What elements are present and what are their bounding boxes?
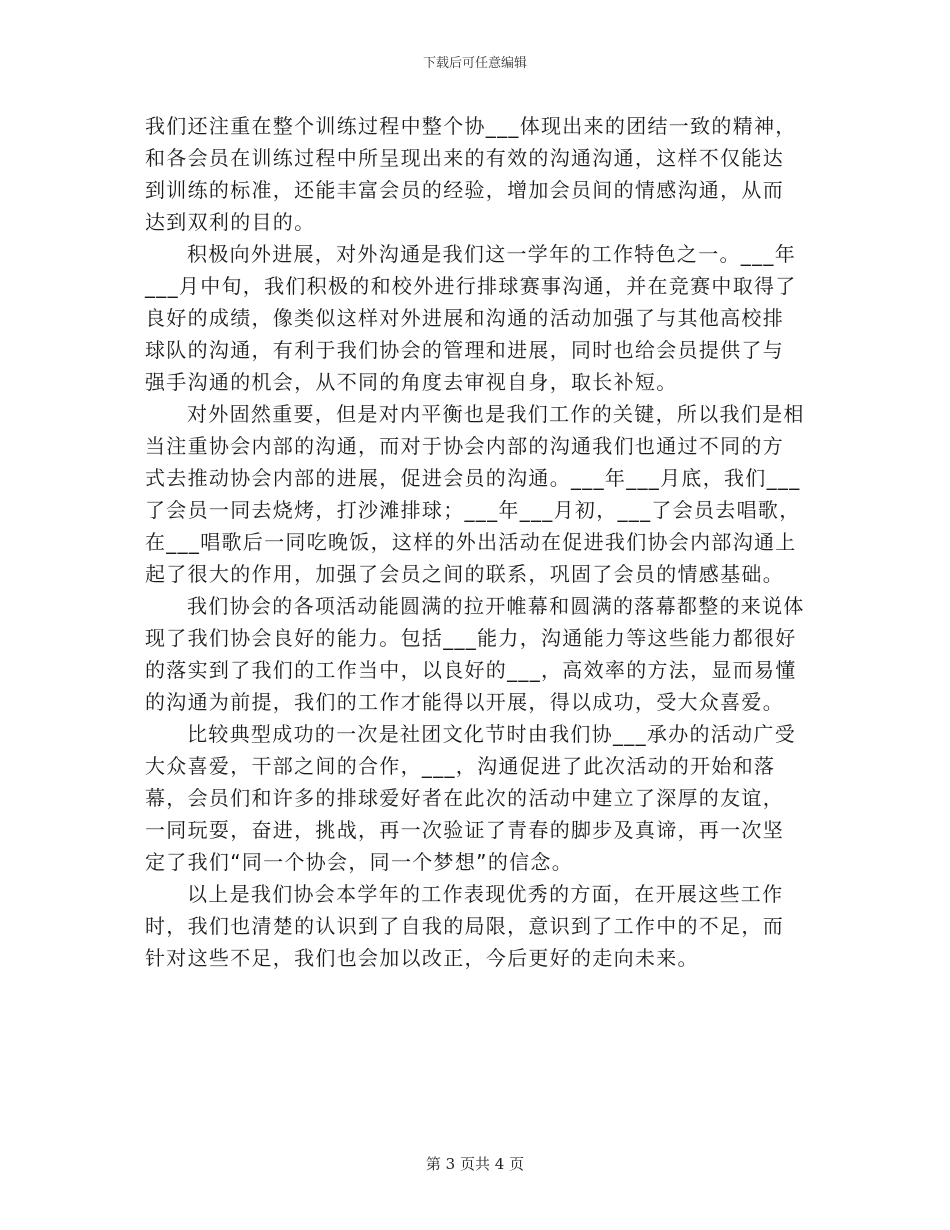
paragraph-training-spirit: 我们还注重在整个训练过程中整个协___体现出来的团结一致的精神，和各会员在训练过程中所呈现出来的有效的沟通沟通，这样不仅能达到训练的标准，还能丰富会员的经验，增加会员间的情感沟通，从而达到双利的目的。 xyxy=(145,114,797,234)
paragraph-culture-festival: 比较典型成功的一次是社团文化节时由我们协___承办的活动广受大众喜爱，干部之间的合作，___，沟通促进了此次活动的开始和落幕，会员们和许多的排球爱好者在此次的活动中建立了深厚的友谊，一同玩耍，奋进，挑战，再一次验证了青春的脚步及真谛，再一次坚定了我们“同一个协会，同一个梦想”的信念。 xyxy=(145,722,796,874)
paragraph-summary: 以上是我们协会本学年的工作表现优秀的方面，在开展这些工作时，我们也清楚的认识到了自我的局限，意识到了工作中的不足，而针对这些不足，我们也会加以改正，今后更好的走向未来。 xyxy=(145,882,784,970)
paragraph-association-ability: 我们协会的各项活动能圆满的拉开帷幕和圆满的落幕都整的来说体现了我们协会良好的能力。包括___能力，沟通能力等这些能力都很好的落实到了我们的工作当中，以良好的___，高效率的方法，显而易懂的沟通为前提，我们的工作才能得以开展，得以成功，受大众喜爱。 xyxy=(145,594,805,714)
paragraph-internal-communication: 对外固然重要，但是对内平衡也是我们工作的关键，所以我们是相当注重协会内部的沟通，而对于协会内部的沟通我们也通过不同的方式去推动协会内部的进展，促进会员的沟通。___年___月底，我们___了会员一同去烧烤，打沙滩排球；___年___月初，___了会员去唱歌，在___唱歌后一同吃晚饭，这样的外出活动在促进我们协会内部沟通上起了很大的作用，加强了会员之间的联系，巩固了会员的情感基础。 xyxy=(145,402,805,586)
paragraph-external-communication: 积极向外进展，对外沟通是我们这一学年的工作特色之一。___年___月中旬，我们积极的和校外进行排球赛事沟通，并在竞赛中取得了良好的成绩，像类似这样对外进展和沟通的活动加强了与其他高校排球队的沟通，有利于我们协会的管理和进展，同时也给会员提供了与强手沟通的机会，从不同的角度去审视自身，取长补短。 xyxy=(145,242,797,394)
document-body xyxy=(145,110,805,974)
page-header: 下载后可任意编辑 xyxy=(422,56,527,71)
page-number: 第 3 页共 4 页 xyxy=(425,1155,525,1173)
